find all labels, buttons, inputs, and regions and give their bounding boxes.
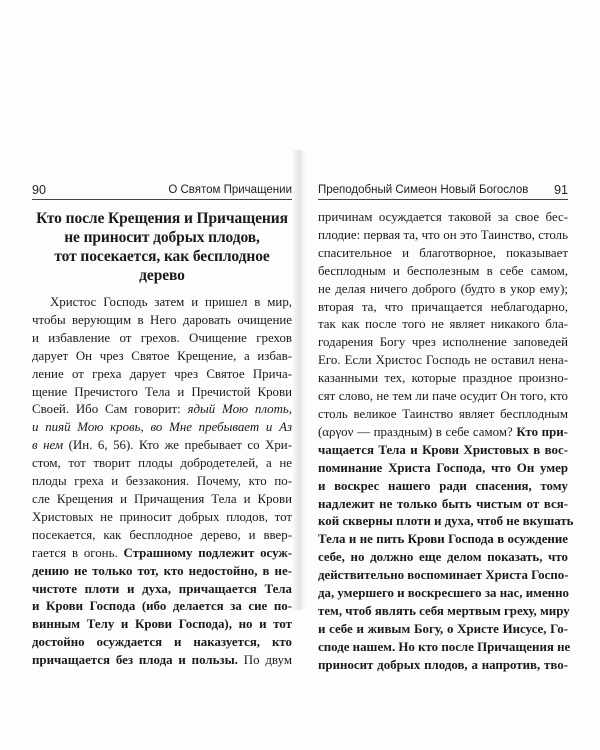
- text-line: Тела и не пить Крови Господа в осуждение: [318, 532, 568, 547]
- heading-line: Кто после Крещения и Причащения: [36, 210, 288, 227]
- section-heading: [32, 209, 292, 285]
- text-line: и избавление от грехов. Очищение грехов: [32, 330, 292, 345]
- text-line: так как после того не являет никакого бла-: [318, 317, 568, 332]
- text-line: посекается, как бесплодное дерево, и ввер-: [32, 527, 292, 542]
- text-line: вторая та, что причащается неблагодарно,: [318, 299, 568, 314]
- left-page: [32, 183, 292, 670]
- text-line: ление от греха дарует чрез Святое Прича-: [32, 366, 292, 381]
- text-line: причащается без плода и пользы. По двум: [32, 653, 292, 668]
- text-line: [32, 419, 292, 437]
- text-line: чистоте плоти и духа, причащается Тела: [32, 581, 292, 596]
- bold-text: причащается без плода и пользы.: [32, 653, 238, 668]
- text-line: щение Пречистого Тела и Пречистой Крови: [32, 384, 292, 399]
- text-line: не делая ничего доброго (будто в укор ему);: [318, 281, 568, 296]
- text-line: Его. Если Христос Господь не оставил нена-: [318, 353, 568, 368]
- scripture-quote: в нем: [32, 438, 64, 453]
- scripture-quote: ядый Мою плоть,: [187, 402, 292, 417]
- bold-text: Страшному подлежит осуж-: [123, 545, 292, 560]
- right-running-title: Преподобный Симеон Новый Богослов: [318, 184, 529, 196]
- text-line: стом, тот творит плоды добродетелей, а не: [32, 456, 292, 471]
- right-running-head: [318, 183, 568, 200]
- text-line: гается в огонь. Страшному подлежит осуж-: [32, 545, 292, 560]
- left-body-text: [32, 294, 292, 670]
- heading-line: тот посекается, как бесплодное: [54, 248, 270, 265]
- text-line: плоды греха и беззакония. Почему, кто по-: [32, 474, 292, 489]
- book-gutter: [292, 150, 306, 610]
- text-line: и Крови Господа (ибо делается за сие по-: [32, 599, 292, 614]
- text-line: Христос Господь затем и пришел в мир,: [50, 295, 292, 309]
- left-running-head: [32, 183, 292, 200]
- text-line: да, умершего и воскресшего за нас, именно: [318, 586, 569, 601]
- left-page-number: 90: [32, 183, 46, 197]
- text-line: плодие: первая та, что он это Таинство, столь: [318, 227, 568, 242]
- text-line: дению не только тот, кто недостойно, в не-: [32, 563, 292, 578]
- text-line: действительно воспоминает Христа Госпо-: [318, 568, 569, 583]
- left-running-title: О Святом Причащении: [168, 184, 292, 196]
- text-line: сле Крещения и Причащения Тела и Крови: [32, 491, 292, 506]
- text-line: споде нашем. Но кто после Причащения не: [318, 639, 571, 654]
- text-line: сят слово, не тем ли паче осудит Он того, кто: [318, 389, 568, 404]
- heading-line: дерево: [139, 267, 185, 284]
- text-line: годарения Богу чрез исполнение заповедей: [318, 335, 568, 350]
- text-line: чтобы верующим в Него даровать очищение: [32, 312, 292, 327]
- text-line: столь великое Таинство являет бесплодным: [318, 406, 568, 421]
- text-line: достойно осуждается и наказуется, кто: [32, 635, 292, 650]
- text-line: чащается Тела и Крови Христовых в вос-: [318, 442, 568, 457]
- text-line: и себе и живым Богу, о Христе Иисусе, Го-: [318, 621, 568, 636]
- text-line: поминание Христа Господа, что Он умер: [318, 460, 568, 475]
- text-line: себе, но должно еще делом показать, что: [318, 550, 568, 565]
- bold-text: Кто при-: [516, 424, 568, 439]
- right-page-number: 91: [554, 183, 568, 197]
- text-line: спасительное и благотворное, показывает: [318, 245, 568, 260]
- right-body-text: [318, 209, 574, 675]
- text-line: в нем (Ин. 6, 56). Кто же пребывает со Хри-: [32, 438, 292, 453]
- right-page: [318, 183, 574, 675]
- text-line: Своей. Ибо Сам говорит: ядый Мою плоть,: [32, 402, 292, 417]
- text-line: кой скверны плоти и духа, чтоб не вкушать: [318, 514, 574, 529]
- text-line: тем, чтоб являть себя мертвым греху, миру: [318, 603, 570, 618]
- text-line: надлежит не только быть чистым от вся-: [318, 496, 568, 511]
- text-line: приносит добрых плодов, а напротив, тво-: [318, 657, 568, 672]
- text-line: причинам осуждается таковой за свое бес-: [318, 210, 568, 224]
- heading-line: не приносит добрых плодов,: [64, 229, 260, 246]
- text-line: Христовых не приносит добрых плодов, тот: [32, 509, 292, 524]
- scripture-quote: и пияй Мою кровь, во Мне пребывает и Аз: [32, 420, 292, 435]
- text-line: винным Телу и Крови Господа), но и тот: [32, 617, 292, 632]
- text-line: дарует Он чрез Святое Крещение, а избав-: [32, 348, 292, 363]
- text-line: казанными тех, которые праздное произно-: [318, 371, 568, 386]
- text-line: и воскрес нашего ради спасения, тому: [318, 478, 568, 493]
- text-line: (αργον — праздным) в себе самом? Кто при-: [318, 424, 568, 439]
- text-line: бесплодным и бесполезным в себе самом,: [318, 263, 568, 278]
